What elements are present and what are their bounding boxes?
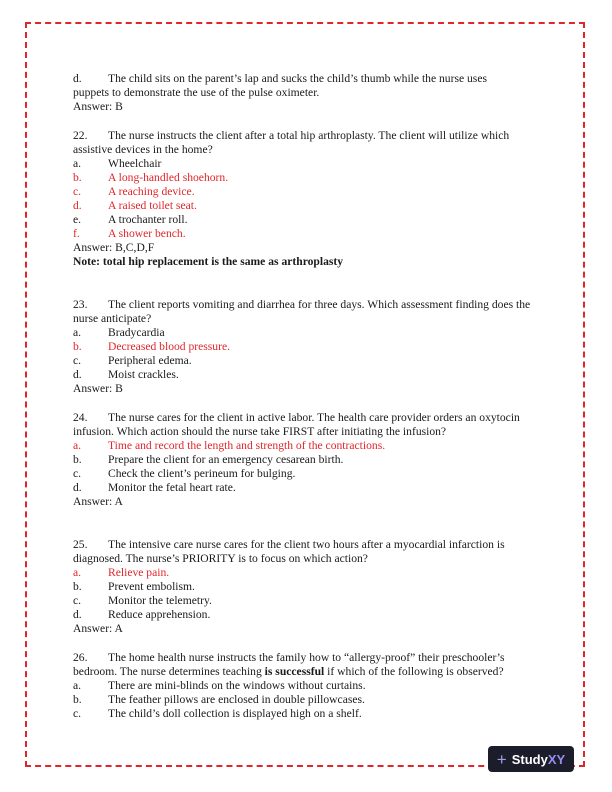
question-23 — [73, 298, 543, 396]
option-letter: d. — [73, 481, 82, 494]
option-letter: b. — [73, 340, 82, 353]
option-text: Monitor the telemetry. — [108, 594, 212, 607]
option-letter: f. — [73, 227, 80, 240]
question-number: 25. — [73, 538, 88, 551]
option-a — [73, 157, 543, 171]
option-a — [73, 326, 543, 340]
answer: Answer: A — [73, 495, 123, 508]
option-text: Decreased blood pressure. — [108, 340, 231, 353]
continued-question — [73, 72, 543, 114]
option-letter: d. — [73, 608, 82, 621]
option-letter: c. — [73, 707, 82, 720]
option-letter: c. — [73, 185, 82, 198]
option-text: The child’s doll collection is displayed high on a shelf. — [108, 707, 362, 720]
option-letter: c. — [73, 354, 82, 367]
option-a — [73, 439, 543, 453]
question-stem — [73, 298, 543, 326]
stem-emphasis: is successful — [264, 665, 325, 678]
question-number: 24. — [73, 411, 88, 424]
answer: Answer: A — [73, 622, 123, 635]
option-text: Reduce apprehension. — [108, 608, 211, 621]
option-letter: e. — [73, 213, 82, 226]
option-text: Prevent embolism. — [108, 580, 195, 593]
option-letter: d. — [73, 368, 82, 381]
option-a — [73, 566, 543, 580]
option-text: Check the client’s perineum for bulging. — [108, 467, 296, 480]
option-e — [73, 213, 543, 227]
question-number: 23. — [73, 298, 88, 311]
option-f — [73, 227, 543, 241]
option-d — [73, 481, 543, 495]
question-stem — [73, 538, 543, 566]
answer: Answer: B,C,D,F — [73, 241, 155, 254]
option-letter: d. — [73, 72, 82, 85]
option-letter: a. — [73, 439, 82, 452]
option-letter: b. — [73, 693, 82, 706]
option-text: A reaching device. — [108, 185, 195, 198]
stem-text: The client reports vomiting and diarrhea for three days. Which assessment finding does the nurse anticipate? — [73, 298, 531, 325]
option-text: A raised toilet seat. — [108, 199, 197, 212]
option-letter: c. — [73, 594, 82, 607]
option-text: Moist crackles. — [108, 368, 179, 381]
stem-text: The home health nurse instructs the family how to “allergy-proof” their preschooler’s bedroom. The nurse determines teaching — [73, 651, 505, 678]
option-text: A trochanter roll. — [108, 213, 188, 226]
option-letter: d. — [73, 199, 82, 212]
question-stem — [73, 129, 543, 157]
question-stem — [73, 411, 543, 439]
question-stem — [73, 651, 543, 679]
option-letter: b. — [73, 453, 82, 466]
logo-text-accent: XY — [547, 751, 566, 767]
option-text: Bradycardia — [108, 326, 165, 339]
option-letter: c. — [73, 467, 82, 480]
stem-text: The nurse cares for the client in active labor. The health care provider orders an oxytocin infusion. Which action should the nurse take FIRST after initiating the infusion? — [73, 411, 520, 438]
option-c — [73, 354, 543, 368]
studyxy-logo[interactable] — [488, 746, 574, 772]
stem-text: if which of the following is observed? — [324, 665, 504, 678]
question-24 — [73, 411, 543, 509]
option-d — [73, 368, 543, 382]
option-text: A shower bench. — [108, 227, 186, 240]
option-c — [73, 467, 543, 481]
logo-text — [512, 752, 565, 767]
option-text: Relieve pain. — [108, 566, 170, 579]
note: Note: total hip replacement is the same as arthroplasty — [73, 255, 344, 268]
option-c — [73, 185, 543, 199]
option-letter: a. — [73, 566, 82, 579]
option-d — [73, 72, 543, 86]
plus-icon: + — [496, 749, 507, 769]
stem-text: The intensive care nurse cares for the client two hours after a myocardial infarction is diagnosed. The nurse’s PRIORITY is to focus on which action? — [73, 538, 505, 565]
option-text: The child sits on the parent’s lap and sucks the child’s thumb while the nurse uses — [108, 72, 487, 85]
question-number: 22. — [73, 129, 88, 142]
option-b — [73, 340, 543, 354]
answer: Answer: B — [73, 100, 123, 113]
stem-text: The nurse instructs the client after a total hip arthroplasty. The client will utilize which assistive devices in the home? — [73, 129, 510, 156]
question-22 — [73, 129, 543, 269]
logo-text-main: Study — [511, 751, 548, 767]
option-d — [73, 199, 543, 213]
option-text: A long-handled shoehorn. — [108, 171, 229, 184]
option-c — [73, 707, 543, 721]
option-text: There are mini-blinds on the windows without curtains. — [108, 679, 366, 692]
option-letter: b. — [73, 171, 82, 184]
question-26 — [73, 651, 543, 721]
answer: Answer: B — [73, 382, 123, 395]
option-text: Monitor the fetal heart rate. — [108, 481, 236, 494]
option-letter: a. — [73, 157, 82, 170]
option-letter: a. — [73, 679, 82, 692]
option-letter: b. — [73, 580, 82, 593]
option-c — [73, 594, 543, 608]
question-25 — [73, 538, 543, 636]
option-text: Peripheral edema. — [108, 354, 192, 367]
option-text: Time and record the length and strength of the contractions. — [108, 439, 386, 452]
option-text: Wheelchair — [108, 157, 162, 170]
option-b — [73, 171, 543, 185]
option-b — [73, 453, 543, 467]
option-a — [73, 679, 543, 693]
option-b — [73, 580, 543, 594]
option-letter: a. — [73, 326, 82, 339]
option-text-wrap: puppets to demonstrate the use of the pulse oximeter. — [73, 86, 320, 99]
option-b — [73, 693, 543, 707]
question-number: 26. — [73, 651, 88, 664]
option-text: The feather pillows are enclosed in double pillowcases. — [108, 693, 365, 706]
option-d — [73, 608, 543, 622]
option-text: Prepare the client for an emergency cesarean birth. — [108, 453, 344, 466]
